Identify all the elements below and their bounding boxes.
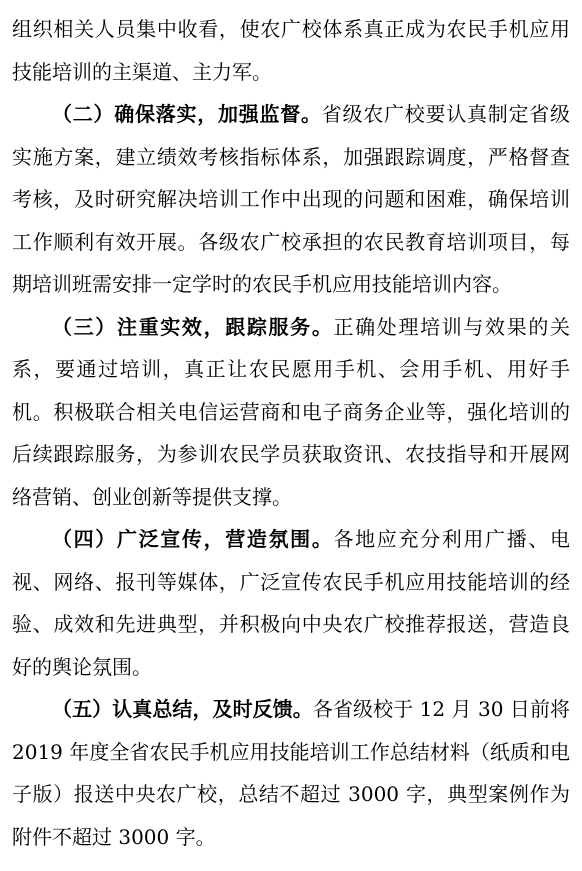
section-heading: （三）注重实效，跟踪服务。 xyxy=(52,314,334,339)
paragraph-section-2 xyxy=(12,93,570,306)
paragraph-continuation xyxy=(12,8,570,93)
section-heading: （五）认真总结，及时反馈。 xyxy=(52,697,313,721)
paragraph-text: 各省级校于 12 月 30 日前将 2019 年度全省农民手机应用技能培训工作总结材料（纸质和电子版）报送中央农广校，总结不超过 3000 字，典型案例作为附件不超过 3000 字。 xyxy=(12,697,571,849)
paragraph-section-3 xyxy=(12,306,570,519)
paragraph-section-5 xyxy=(12,688,570,858)
paragraph-text: 各地应充分利用广播、电视、网络、报刊等媒体，广泛宣传农民手机应用技能培训的经验、成效和先进典型，并积极向中央农广校推荐报送，营造良好的舆论氛围。 xyxy=(12,527,571,679)
section-heading: （四）广泛宣传，营造氛围。 xyxy=(52,527,334,551)
paragraph-section-4 xyxy=(12,518,570,688)
section-heading: （二）确保落实，加强监督。 xyxy=(52,102,322,126)
paragraph-text: 省级农广校要认真制定省级实施方案，建立绩效考核指标体系，加强跟踪调度，严格督查考核，及时研究解决培训工作中出现的问题和困难，确保培训工作顺利有效开展。各级农广校承担的农民教育培训项目，每期培训班需安排一定学时的农民手机应用技能培训内容。 xyxy=(12,102,570,296)
paragraph-text: 正确处理培训与效果的关系，要通过培训，真正让农民愿用手机、会用手机、用好手机。积极联合相关电信运营商和电子商务企业等，强化培训的后续跟踪服务，为参训农民学员获取资讯、农技指导和开展网络营销、创业创新等提供支撑。 xyxy=(12,314,571,509)
paragraph-text: 组织相关人员集中收看，使农广校体系真正成为农民手机应用技能培训的主渠道、主力军。 xyxy=(12,17,570,84)
